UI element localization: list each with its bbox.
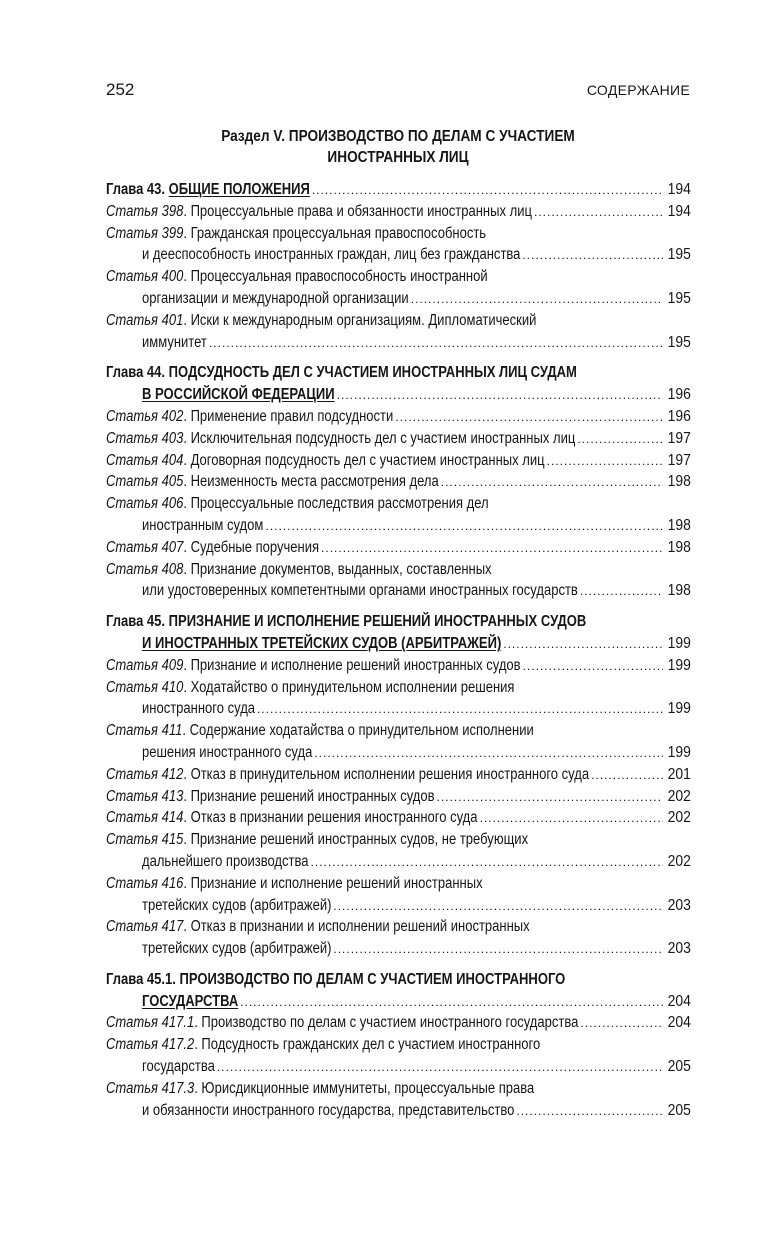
- section-title-line-2: ИНОСТРАННЫХ ЛИЦ: [327, 149, 469, 166]
- article-text: [142, 1056, 215, 1078]
- chapter-label: Глава 45.: [106, 613, 166, 631]
- article-page-number: 205: [667, 1058, 691, 1076]
- article-line: [106, 493, 691, 515]
- article-label: Статья 410: [106, 678, 184, 696]
- article-label: Статья 414: [106, 809, 184, 827]
- article-line: [106, 450, 691, 472]
- article-line: [106, 698, 691, 720]
- article-title: . Ходатайство о принудительном исполнении решения: [183, 678, 515, 696]
- chapter-entry: [106, 362, 691, 602]
- article-text: [142, 938, 331, 960]
- leader-dots: [516, 1101, 663, 1123]
- chapter-entry: [106, 611, 691, 960]
- leader-dots: [395, 407, 663, 429]
- chapter-page-number: 194: [667, 181, 691, 198]
- leader-dots: [503, 634, 663, 656]
- article-text: [106, 450, 545, 472]
- article-title: дальнейшего производства: [142, 852, 309, 870]
- article-text: [142, 851, 309, 873]
- article-title: . Признание документов, выданных, составленных: [183, 560, 492, 578]
- article-line: [106, 720, 691, 742]
- article-label: Статья 409: [106, 656, 184, 674]
- leader-dots: [209, 333, 663, 355]
- article-page-number: 201: [667, 765, 691, 783]
- article-page-number: 199: [667, 700, 691, 718]
- article-label: Статья 408: [106, 560, 184, 578]
- article-text: [106, 677, 514, 699]
- leader-dots: [441, 472, 663, 494]
- article-label: Статья 401: [106, 311, 184, 329]
- article-label: Статья 405: [106, 473, 184, 491]
- article-title: . Признание решений иностранных судов: [183, 787, 435, 805]
- article-text: [106, 537, 319, 559]
- article-text: [142, 580, 578, 602]
- chapter-heading-line: [106, 384, 691, 406]
- article-label: Статья 398: [106, 202, 184, 220]
- article-page-number: 202: [667, 787, 691, 805]
- article-title: . Процессуальные права и обязанности иностранных лиц: [183, 202, 532, 220]
- article-page-number: 203: [667, 940, 691, 958]
- article-line: [106, 1100, 691, 1122]
- chapter-title: ОБЩИЕ ПОЛОЖЕНИЯ: [168, 181, 310, 198]
- leader-dots: [580, 1013, 663, 1035]
- article-page-number: 196: [667, 407, 691, 425]
- article-page-number: 199: [667, 656, 691, 674]
- article-line: [106, 1078, 691, 1100]
- article-title: . Производство по делам с участием иностранного государства: [194, 1014, 579, 1032]
- article-text: [142, 742, 312, 764]
- article-line: [106, 742, 691, 764]
- leader-dots: [333, 939, 663, 961]
- chapter-heading-line: [106, 611, 691, 633]
- chapter-heading-line: [106, 991, 691, 1013]
- section-title-line-1: Раздел V. ПРОИЗВОДСТВО ПО ДЕЛАМ С УЧАСТИЕМ: [221, 128, 575, 145]
- article-title: третейских судов (арбитражей): [142, 896, 332, 914]
- article-line: [106, 515, 691, 537]
- article-title: . Признание и исполнение решений иностранных судов: [183, 656, 521, 674]
- article-title: . Отказ в признании и исполнении решений иностранных: [183, 918, 530, 936]
- article-title: и дееспособность иностранных граждан, лиц без гражданства: [142, 246, 521, 264]
- article-line: [106, 244, 691, 266]
- article-line: [106, 537, 691, 559]
- article-line: [106, 332, 691, 354]
- leader-dots: [314, 743, 663, 765]
- leader-dots: [580, 581, 663, 603]
- article-title: государства: [142, 1058, 215, 1076]
- article-line: [106, 1056, 691, 1078]
- article-text: [106, 829, 528, 851]
- leader-dots: [257, 699, 663, 721]
- leader-dots: [522, 245, 663, 267]
- article-line: [106, 266, 691, 288]
- chapter-page-number: 196: [667, 386, 691, 404]
- leader-dots: [591, 765, 663, 787]
- chapter-title: ПРОИЗВОДСТВО ПО ДЕЛАМ С УЧАСТИЕМ ИНОСТРАННОГО: [179, 970, 566, 988]
- article-text: [106, 655, 521, 677]
- section-title: [106, 126, 690, 168]
- article-label: Статья 417.3: [106, 1079, 195, 1097]
- article-label: Статья 417: [106, 918, 184, 936]
- article-page-number: 195: [667, 289, 691, 307]
- article-title: . Признание решений иностранных судов, не требующих: [183, 831, 529, 849]
- article-text: [142, 515, 263, 537]
- article-text: [106, 493, 489, 515]
- article-text: [106, 1034, 540, 1056]
- article-line: [106, 428, 691, 450]
- article-page-number: 197: [667, 429, 691, 447]
- article-title: . Гражданская процессуальная правоспособность: [183, 224, 487, 242]
- article-title: и обязанности иностранного государства, представительство: [142, 1101, 515, 1119]
- article-title: . Содержание ходатайства о принудительном исполнении: [182, 722, 534, 740]
- article-page-number: 202: [667, 809, 691, 827]
- article-title: иностранным судом: [142, 516, 264, 534]
- article-title: . Процессуальная правоспособность иностранной: [183, 268, 488, 286]
- article-text: [106, 310, 536, 332]
- leader-dots: [577, 429, 663, 451]
- article-line: [106, 764, 691, 786]
- chapter-heading-text: [106, 611, 586, 633]
- chapter-heading-line: [106, 179, 691, 201]
- article-text: [142, 698, 255, 720]
- article-line: [106, 873, 691, 895]
- article-title: . Неизменность места рассмотрения дела: [183, 473, 439, 491]
- article-text: [142, 1100, 514, 1122]
- article-line: [106, 310, 691, 332]
- chapter-label: Глава 43.: [106, 181, 166, 198]
- article-page-number: 198: [667, 538, 691, 556]
- page-number: 252: [106, 80, 135, 99]
- article-text: [106, 786, 435, 808]
- article-label: Статья 416: [106, 874, 184, 892]
- article-text: [142, 332, 207, 354]
- article-label: Статья 407: [106, 538, 184, 556]
- article-page-number: 194: [667, 202, 691, 220]
- leader-dots: [337, 385, 663, 407]
- article-title: третейских судов (арбитражей): [142, 940, 332, 958]
- article-line: [106, 1034, 691, 1056]
- chapter-heading-line: [106, 362, 691, 384]
- article-page-number: 195: [667, 246, 691, 264]
- leader-dots: [312, 180, 663, 202]
- leader-dots: [311, 852, 664, 874]
- chapter-title: И ИНОСТРАННЫХ ТРЕТЕЙСКИХ СУДОВ (АРБИТРАЖЕЙ): [142, 634, 502, 652]
- article-title: . Подсудность гражданских дел с участием иностранного: [194, 1036, 541, 1054]
- chapter-heading-line: [106, 633, 691, 655]
- article-page-number: 199: [667, 743, 691, 761]
- article-label: Статья 403: [106, 429, 184, 447]
- chapter-page-number: 204: [667, 992, 691, 1010]
- article-text: [106, 223, 486, 245]
- leader-dots: [534, 202, 663, 224]
- chapter-heading-text: [142, 384, 335, 406]
- article-text: [106, 266, 488, 288]
- chapter-entry: [106, 969, 691, 1122]
- chapter-title: ГОСУДАРСТВА: [142, 992, 239, 1010]
- article-title: . Иски к международным организациям. Дипломатический: [183, 311, 537, 329]
- chapter-heading-text: [106, 362, 577, 384]
- article-label: Статья 411: [106, 722, 183, 740]
- article-text: [106, 764, 589, 786]
- article-title: . Отказ в принудительном исполнении решения иностранного суда: [183, 765, 590, 783]
- article-title: . Отказ в признании решения иностранного суда: [183, 809, 478, 827]
- article-label: Статья 417.1: [106, 1014, 195, 1032]
- article-label: Статья 400: [106, 268, 184, 286]
- article-title: организации и международной организации: [142, 289, 409, 307]
- chapter-gap: [106, 602, 691, 611]
- article-title: . Договорная подсудность дел с участием иностранных лиц: [183, 451, 545, 469]
- chapter-heading-line: [106, 969, 691, 991]
- article-title: . Признание и исполнение решений иностранных: [183, 874, 483, 892]
- leader-dots: [437, 787, 664, 809]
- article-line: [106, 851, 691, 873]
- article-text: [106, 201, 532, 223]
- article-line: [106, 829, 691, 851]
- article-text: [106, 428, 575, 450]
- article-page-number: 197: [667, 451, 691, 469]
- chapter-label: Глава 45.1.: [106, 970, 176, 988]
- article-page-number: 205: [667, 1101, 691, 1119]
- chapter-title: ПОДСУДНОСТЬ ДЕЛ С УЧАСТИЕМ ИНОСТРАННЫХ ЛИЦ СУДАМ: [168, 364, 577, 382]
- article-text: [106, 1012, 578, 1034]
- article-page-number: 198: [667, 516, 691, 534]
- article-line: [106, 1012, 691, 1034]
- chapter-gap: [106, 353, 691, 362]
- article-line: [106, 406, 691, 428]
- chapter-heading-text: [106, 969, 565, 991]
- table-of-contents: [106, 179, 691, 1121]
- article-line: [106, 938, 691, 960]
- article-page-number: 198: [667, 473, 691, 491]
- chapter-gap: [106, 960, 691, 969]
- leader-dots: [265, 516, 663, 538]
- leader-dots: [523, 656, 664, 678]
- article-text: [106, 559, 492, 581]
- article-text: [106, 916, 530, 938]
- article-line: [106, 807, 691, 829]
- article-title: или удостоверенных компетентными органами иностранных государств: [142, 582, 578, 600]
- article-label: Статья 406: [106, 495, 184, 513]
- article-line: [106, 895, 691, 917]
- chapter-heading-text: [106, 179, 310, 201]
- article-title: . Судебные поручения: [183, 538, 320, 556]
- article-label: Статья 404: [106, 451, 184, 469]
- article-page-number: 204: [667, 1014, 691, 1032]
- article-line: [106, 201, 691, 223]
- leader-dots: [321, 538, 663, 560]
- article-text: [106, 807, 478, 829]
- leader-dots: [480, 808, 664, 830]
- chapter-page-number: 199: [667, 634, 691, 652]
- leader-dots: [217, 1057, 663, 1079]
- article-line: [106, 786, 691, 808]
- article-text: [106, 873, 483, 895]
- article-title: иммунитет: [142, 333, 207, 351]
- article-line: [106, 580, 691, 602]
- article-page-number: 198: [667, 582, 691, 600]
- article-title: . Применение правил подсудности: [183, 407, 394, 425]
- article-label: Статья 412: [106, 765, 184, 783]
- chapter-entry: [106, 179, 691, 353]
- leader-dots: [411, 289, 663, 311]
- article-text: [106, 406, 393, 428]
- article-title: . Юрисдикционные иммунитеты, процессуальные права: [194, 1079, 535, 1097]
- article-line: [106, 288, 691, 310]
- chapter-title: В РОССИЙСКОЙ ФЕДЕРАЦИИ: [142, 386, 335, 404]
- article-text: [142, 288, 409, 310]
- chapter-heading-text: [142, 991, 238, 1013]
- leader-dots: [333, 896, 663, 918]
- article-line: [106, 655, 691, 677]
- article-label: Статья 413: [106, 787, 184, 805]
- article-text: [106, 1078, 534, 1100]
- article-line: [106, 677, 691, 699]
- article-label: Статья 417.2: [106, 1036, 195, 1054]
- article-page-number: 195: [667, 333, 691, 351]
- article-title: . Исключительная подсудность дел с участием иностранных лиц: [183, 429, 576, 447]
- article-page-number: 203: [667, 896, 691, 914]
- article-text: [106, 720, 534, 742]
- article-label: Статья 415: [106, 831, 184, 849]
- article-text: [142, 244, 520, 266]
- article-title: решения иностранного суда: [142, 743, 313, 761]
- article-line: [106, 916, 691, 938]
- article-page-number: 202: [667, 852, 691, 870]
- article-text: [142, 895, 331, 917]
- article-text: [106, 471, 439, 493]
- running-head: СОДЕРЖАНИЕ: [586, 82, 690, 98]
- chapter-title: ПРИЗНАНИЕ И ИСПОЛНЕНИЕ РЕШЕНИЙ ИНОСТРАННЫХ СУДОВ: [168, 613, 587, 631]
- article-label: Статья 402: [106, 407, 184, 425]
- article-line: [106, 471, 691, 493]
- article-line: [106, 223, 691, 245]
- leader-dots: [240, 992, 663, 1014]
- article-title: . Процессуальные последствия рассмотрения дел: [183, 495, 489, 513]
- chapter-label: Глава 44.: [106, 364, 166, 382]
- chapter-heading-text: [142, 633, 501, 655]
- leader-dots: [547, 451, 663, 473]
- article-label: Статья 399: [106, 224, 184, 242]
- article-title: иностранного суда: [142, 700, 256, 718]
- article-line: [106, 559, 691, 581]
